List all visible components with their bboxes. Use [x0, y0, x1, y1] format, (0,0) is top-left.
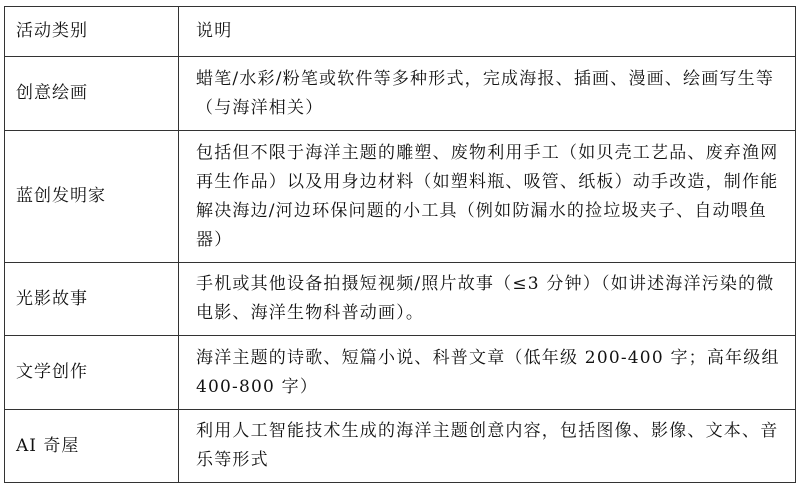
category-cell	[5, 410, 179, 483]
activity-table	[4, 6, 796, 483]
header-description-label: 说明	[196, 21, 233, 41]
description-text: 蜡笔/水彩/粉笔或软件等多种形式，完成海报、插画、漫画、绘画写生等（与海洋相关）	[196, 68, 775, 118]
table-row	[5, 131, 796, 263]
category-cell	[5, 263, 179, 336]
category-cell	[5, 57, 179, 131]
header-category-label: 活动类别	[16, 21, 88, 41]
table-header-row	[5, 7, 796, 57]
category-label: AI 奇屋	[16, 435, 80, 456]
table-row	[5, 263, 796, 336]
description-text: 利用人工智能技术生成的海洋主题创意内容，包括图像、影像、文本、音乐等形式	[196, 421, 779, 470]
category-cell	[5, 131, 179, 263]
description-cell	[179, 410, 796, 483]
description-text: 海洋主题的诗歌、短篇小说、科普文章（低年级 200-400 字；高年级组 400-800 字）	[196, 347, 780, 397]
header-category-cell	[5, 7, 179, 57]
category-cell	[5, 336, 179, 410]
category-label: 文学创作	[16, 362, 88, 382]
description-text: 手机或其他设备拍摄短视频/照片故事（≤3 分钟）（如讲述海洋污染的微电影、海洋生物科普动画）。	[196, 274, 775, 323]
description-text: 包括但不限于海洋主题的雕塑、废物利用手工（如贝壳工艺品、废弃渔网再生作品）以及用身边材料（如塑料瓶、吸管、纸板）动手改造，制作能解决海边/河边环保问题的小工具（例如防漏水的捡垃圾夹子、自动喂鱼器）	[196, 142, 779, 250]
category-label: 创意绘画	[16, 83, 88, 103]
table-row	[5, 410, 796, 483]
description-cell	[179, 57, 796, 131]
table-row	[5, 57, 796, 131]
category-label: 蓝创发明家	[16, 186, 106, 206]
description-cell	[179, 263, 796, 336]
description-cell	[179, 336, 796, 410]
description-cell	[179, 131, 796, 263]
category-label: 光影故事	[16, 288, 88, 309]
table-row	[5, 336, 796, 410]
header-description-cell	[179, 7, 796, 57]
